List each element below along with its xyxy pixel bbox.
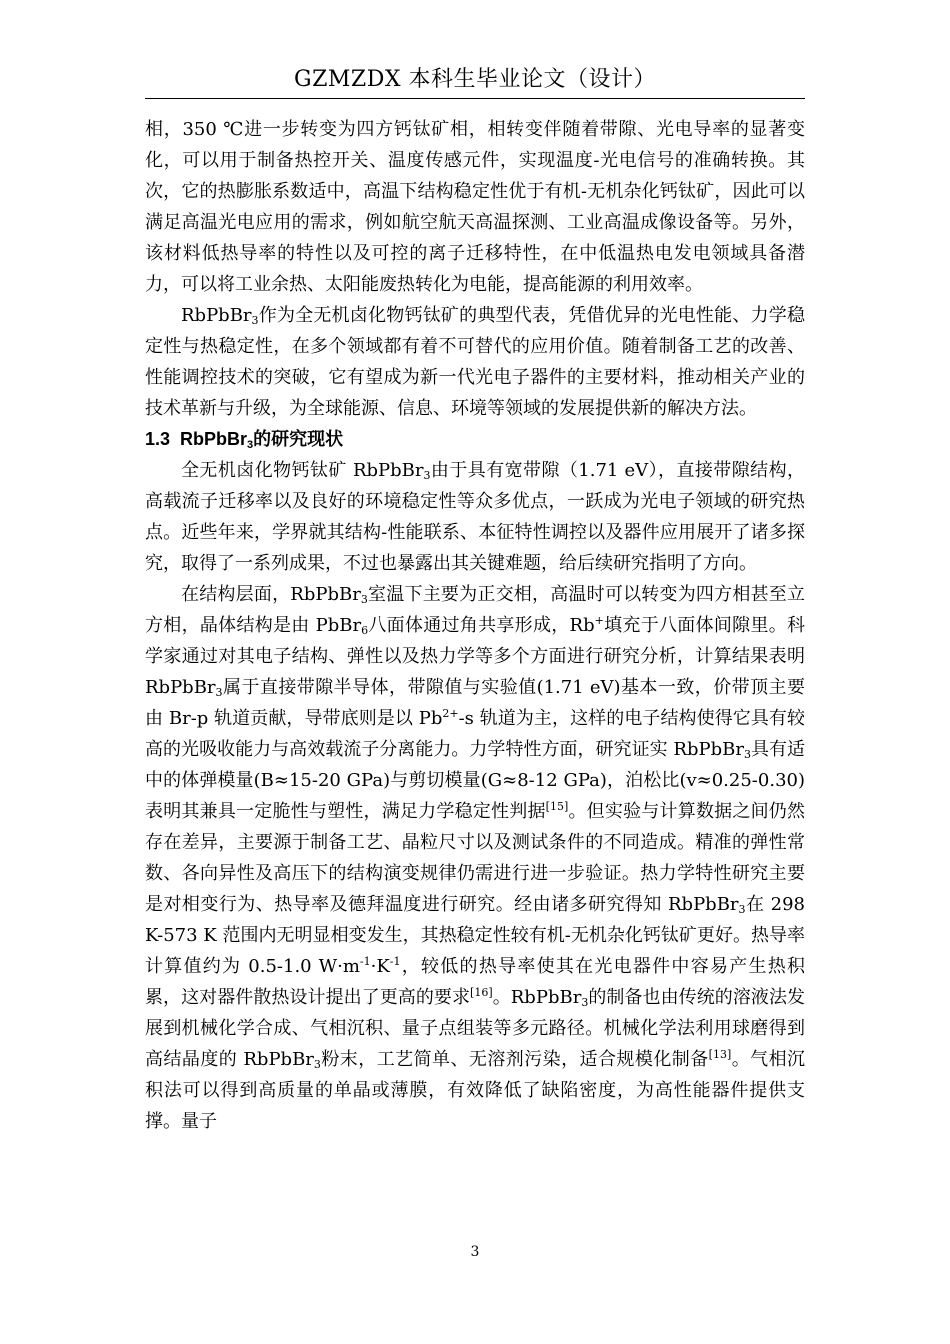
citation: [13] xyxy=(708,1048,732,1061)
section-number: 1.3 xyxy=(145,429,171,449)
citation: [16] xyxy=(470,986,493,999)
page-header: GZMZDX 本科生毕业论文（设计） xyxy=(145,66,805,99)
page-number: 3 xyxy=(470,1244,480,1260)
paragraph-2: RbPbBr$_3$作为全无机卤化物钙钛矿的典型代表，凭借优异的光电性能、力学稳定性与热稳定性，在多个领域都有着不可替代的应用价值。随着制备工艺的改善、性能调控技术的突破，它有望成为新一代光电子器件的主要材料，推动相关产业的技术革新与升级，为全球能源、信息、环境等领域的发展提供新的解决方法。 xyxy=(145,305,805,419)
paragraph-1: 相，350 ℃进一步转变为四方钙钛矿相，相转变伴随着带隙、光电导率的显著变化，可以用于制备热控开关、温度传感元件，实现温度-光电信号的准确转换。其次，它的热膨胀系数适中，高温下结构稳定性优于有机-无机杂化钙钛矿，因此可以满足高温光电应用的需求，例如航空航天高温探测、工业高温成像设备等。另外，该材料低热导率的特性以及可控的离子迁移特性，在中低温热电发电领域具备潜力，可以将工业余热、太阳能废热转化为电能，提高能源的利用效率。 xyxy=(145,119,805,295)
page-body xyxy=(145,114,805,1137)
paragraph-3: 全无机卤化物钙钛矿 RbPbBr$_3$由于具有宽带隙（1.71 eV），直接带隙结构，高载流子迁移率以及良好的环境稳定性等众多优点，一跃成为光电子领域的研究热点。近些年来，学界就其结构-性能联系、本征特性调控以及器件应用展开了诸多探究，取得了一系列成果，不过也暴露出其关键难题，给后续研究指明了方向。 xyxy=(145,460,805,574)
section-heading: 1.3 RbPbBr$_3$的研究现状 xyxy=(145,429,344,451)
citation: [15] xyxy=(545,800,569,813)
paragraph-4: 在结构层面，RbPbBr$_3$室温下主要为正交相，高温时可以转变为四方相甚至立方相，晶体结构是由 PbBr$_6$八面体通过角共享形成，Rb+填充于八面体间隙里。科学家通过对其电子结构、弹性以及热力学等多个方面进行研究分析，计算结果表明 RbPbBr$_3$属于直接带隙半导体，带隙值与实验值(1.71 eV)基本一致，价带顶主要由 Br-p 轨道贡献，导带底则是以 $Pb^{2+}-s$ 轨道为主，这样的电子结构使得它具有较高的光吸收能力与高效载流子分离能力。力学特性方面，研究证实 RbPbBr$_3$具有适中的体弹模量(B≈15-20 GPa)与剪切模量(G≈8-12 GPa)，泊松比(v≈0.25-0.30)表明其兼具一定脆性与塑性，满足力学稳定性判据[15]。但实验与计算数据之间仍然存在差异，主要源于制备工艺、晶粒尺寸以及测试条件的不同造成。精准的弹性常数、各向异性及高压下的结构演变规律仍需进行进一步验证。热力学特性研究主要是对相变行为、热导率及德拜温度进行研究。经由诸多研究得知 RbPbBr$_3$在 298 K-573 K 范围内无明显相变发生，其热稳定性较有机-无机杂化钙钛矿更好。热导率计算值约为 0.5-1.0 $W\cdot m^{-1}\cdot K^{-1}$，较低的热导率使其在光电器件中容易产生热积累，这对器件散热设计提出了更高的要求[16]。RbPbBr$_3$的制备也由传统的溶液法发展到机械化学合成、气相沉积、量子点组装等多元路径。机械化学法利用球磨得到高结晶度的 RbPbBr$_3$粉末，工艺简单、无溶剂污染，适合规模化制备[13]。气相沉积法可以得到高质量的单晶或薄膜，有效降低了缺陷密度，为高性能器件提供支撑。量子 xyxy=(145,584,806,1132)
